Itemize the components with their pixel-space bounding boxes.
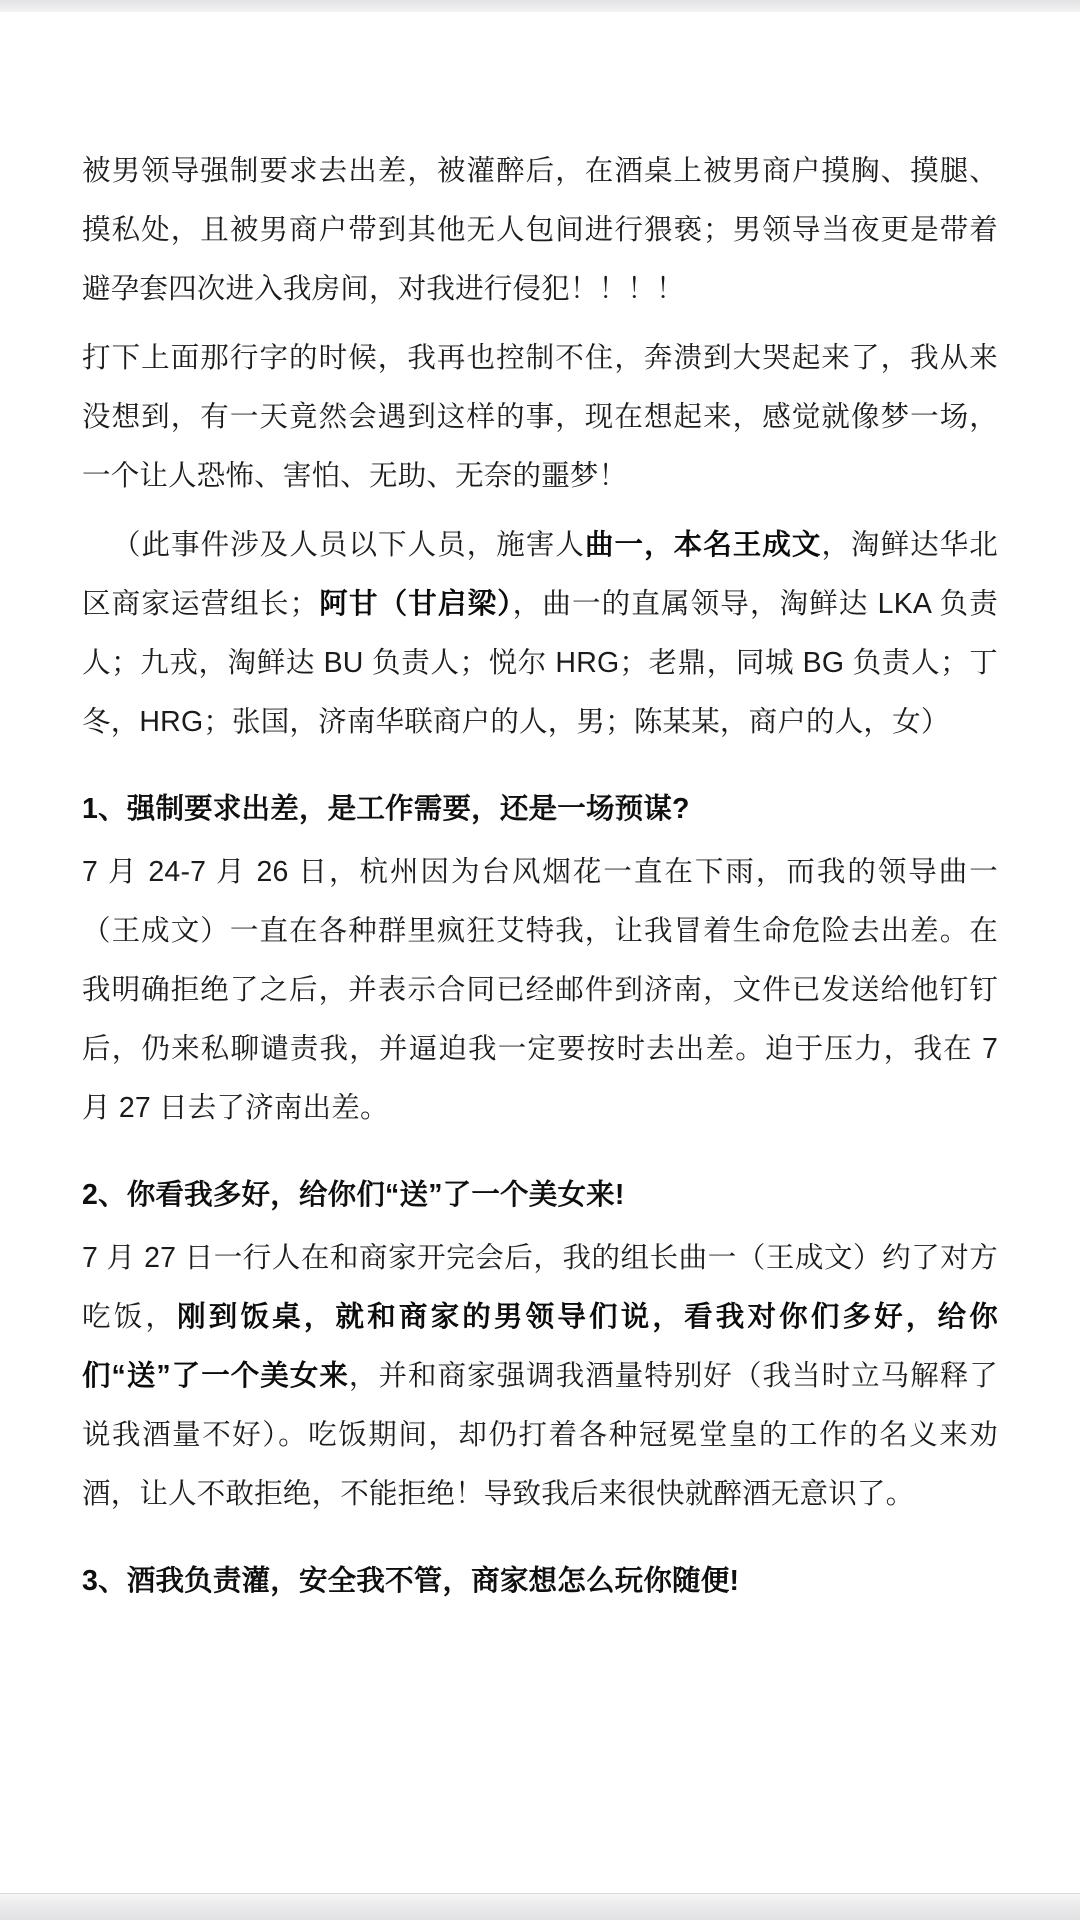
paragraph-people-list [82,516,998,752]
people-run-0: （此事件涉及人员以下人员，施害人 [112,529,585,561]
paragraph-section-1-body: 7 月 24-7 月 26 日，杭州因为台风烟花一直在下雨，而我的领导曲一（王成文）一直在各种群里疯狂艾特我，让我冒着生命危险去出差。在我明确拒绝了之后，并表示合同已经邮件到济南，文件已发送给他钉钉后，仍来私聊谴责我，并逼迫我一定要按时去出差。迫于压力，我在 7 月 27 日去了济南出差。 [82,856,998,1124]
section2-run-0: 7 月 27 日一行人在和商家开完会后，我的组长曲一（王成文）约了对方吃饭， [82,1242,998,1333]
section2-run-1-bold: 刚到饭桌，就和商家的男领导们说，看我对你们多好，给你们“送”了一个美女来 [82,1301,999,1392]
paragraph-breakdown: 打下上面那行字的时候，我再也控制不住，奔溃到大哭起来了，我从来没想到，有一天竟然会遇到这样的事，现在想起来，感觉就像梦一场，一个让人恐怖、害怕、无助、无奈的噩梦！ [82,342,998,492]
people-run-1-bold: 曲一，本名王成文 [585,529,822,561]
bottom-bar-strip [0,1893,1080,1920]
spacer [82,1530,998,1540]
spacer [82,758,998,768]
heading-section-3: 3、酒我负责灌，安全我不管，商家想怎么玩你随便! [82,1565,740,1597]
document-content [0,12,1080,1894]
people-run-4: ，曲一的直属领导，淘鲜达 LKA 负责人；九戎，淘鲜达 BU 负责人；悦尔 HRG；老鼎，同城 BG 负责人；丁冬，HRG；张国，济南华联商户的人，男；陈某某，商户的人，女） [82,588,999,738]
paragraph-intro: 被男领导强制要求去出差，被灌醉后，在酒桌上被男商户摸胸、摸腿、摸私处，且被男商户带到其他无人包间进行猥亵；男领导当夜更是带着避孕套四次进入我房间，对我进行侵犯！！！！ [82,155,998,305]
people-run-3-bold: 阿甘（甘启梁） [318,588,513,620]
heading-section-2: 2、你看我多好，给你们“送”了一个美女来! [82,1179,625,1211]
spacer [82,1144,998,1154]
people-run-2: ，淘鲜达华北区商家运营组长； [82,529,999,620]
paragraph-section-2-body [82,1229,998,1524]
section2-run-2: ，并和商家强调我酒量特别好（我当时立马解释了说我酒量不好）。吃饭期间，却仍打着各种冠冕堂皇的工作的名义来劝酒，让人不敢拒绝，不能拒绝！导致我后来很快就醉酒无意识了。 [82,1360,998,1510]
heading-section-1: 1、强制要求出差，是工作需要，还是一场预谋? [82,793,690,825]
